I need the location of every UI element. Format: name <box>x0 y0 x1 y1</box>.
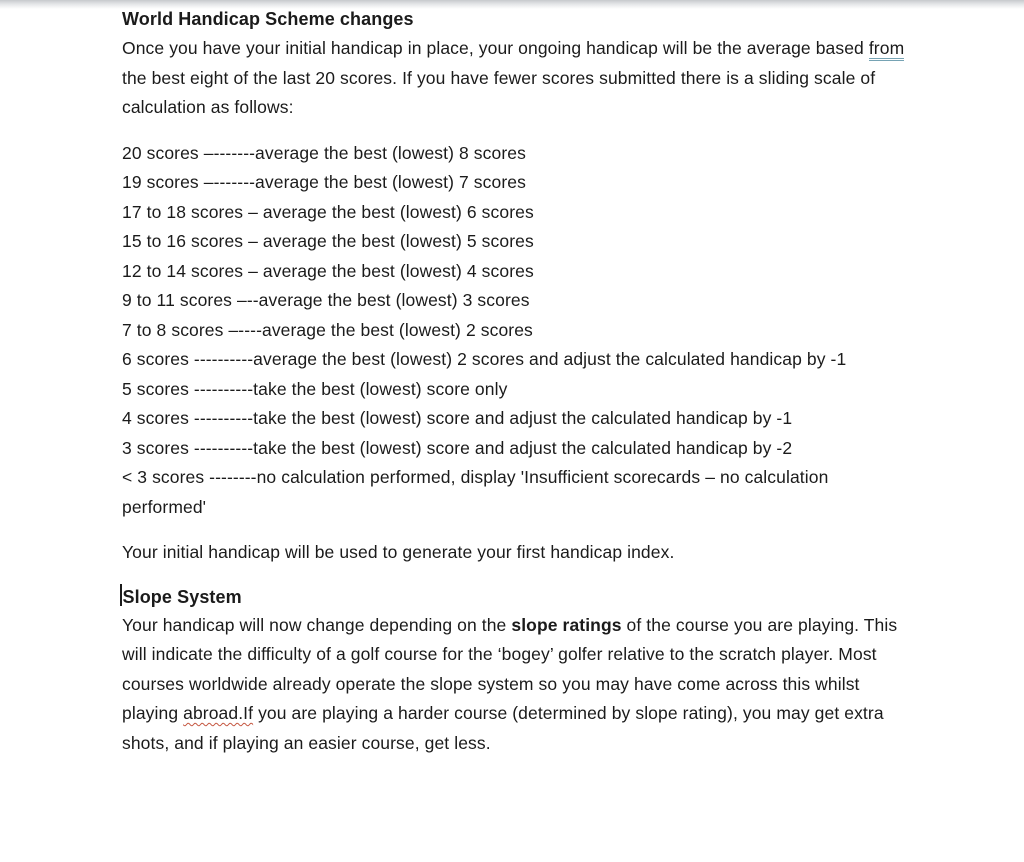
sliding-scale-list <box>122 139 910 523</box>
text-cursor <box>120 584 122 606</box>
slope-text-2: of the course you are playing. This will indicate the difficulty of a golf course for the ‘bogey’ golfer relative to the scratch player. Most courses worldwide already operate the slope system so you may have come across this whilst playing <box>122 614 898 723</box>
section-heading-world-handicap: World Handicap Scheme changes <box>122 9 414 29</box>
spellcheck-flagged-word[interactable]: abroad.If <box>183 703 254 723</box>
scale-line: 5 scores ----------take the best (lowest) score only <box>122 378 508 399</box>
intro-text-2: the best eight of the last 20 scores. If you have fewer scores submitted there is a sliding scale of calculation as follows: <box>122 67 876 117</box>
scale-line: 3 scores ----------take the best (lowest) score and adjust the calculated handicap by -2 <box>122 437 793 458</box>
scale-line: 15 to 16 scores – average the best (lowest) 5 scores <box>122 231 534 251</box>
scale-line: 6 scores ----------average the best (lowest) 2 scores and adjust the calculated handicap by -1 <box>122 349 847 369</box>
scale-line: 4 scores ----------take the best (lowest) score and adjust the calculated handicap by -1 <box>122 408 793 428</box>
paragraph-slope-system <box>122 611 910 759</box>
intro-text-1: Once you have your initial handicap in place, your ongoing handicap will be the average based <box>122 38 869 58</box>
paragraph-initial-handicap: Your initial handicap will be used to generate your first handicap index. <box>122 542 675 562</box>
scale-line: 19 scores –-------average the best (lowest) 7 scores <box>122 172 526 192</box>
scale-line: 12 to 14 scores – average the best (lowest) 4 scores <box>122 260 534 281</box>
scale-line: 17 to 18 scores – average the best (lowest) 6 scores <box>122 201 534 222</box>
scale-line: < 3 scores --------no calculation performed, display 'Insufficient scorecards – no calculation performed' <box>122 467 829 517</box>
paragraph-intro <box>122 34 910 123</box>
slope-text-3: you are playing a harder course (determined by slope rating), you may get extra shots, and if playing an easier course, get less. <box>122 703 884 753</box>
slope-ratings-bold: slope ratings <box>511 614 622 635</box>
section-heading-slope-system <box>122 584 910 611</box>
slope-heading-label: Slope System <box>122 586 242 607</box>
slope-text-1: Your handicap will now change depending on the <box>122 614 512 635</box>
scale-line: 9 to 11 scores –--average the best (lowest) 3 scores <box>122 290 530 310</box>
grammar-suggestion-word[interactable]: from <box>869 38 904 61</box>
document-page[interactable] <box>122 6 910 774</box>
scale-line: 7 to 8 scores –----average the best (lowest) 2 scores <box>122 319 533 340</box>
scale-line: 20 scores –-------average the best (lowest) 8 scores <box>122 142 526 163</box>
